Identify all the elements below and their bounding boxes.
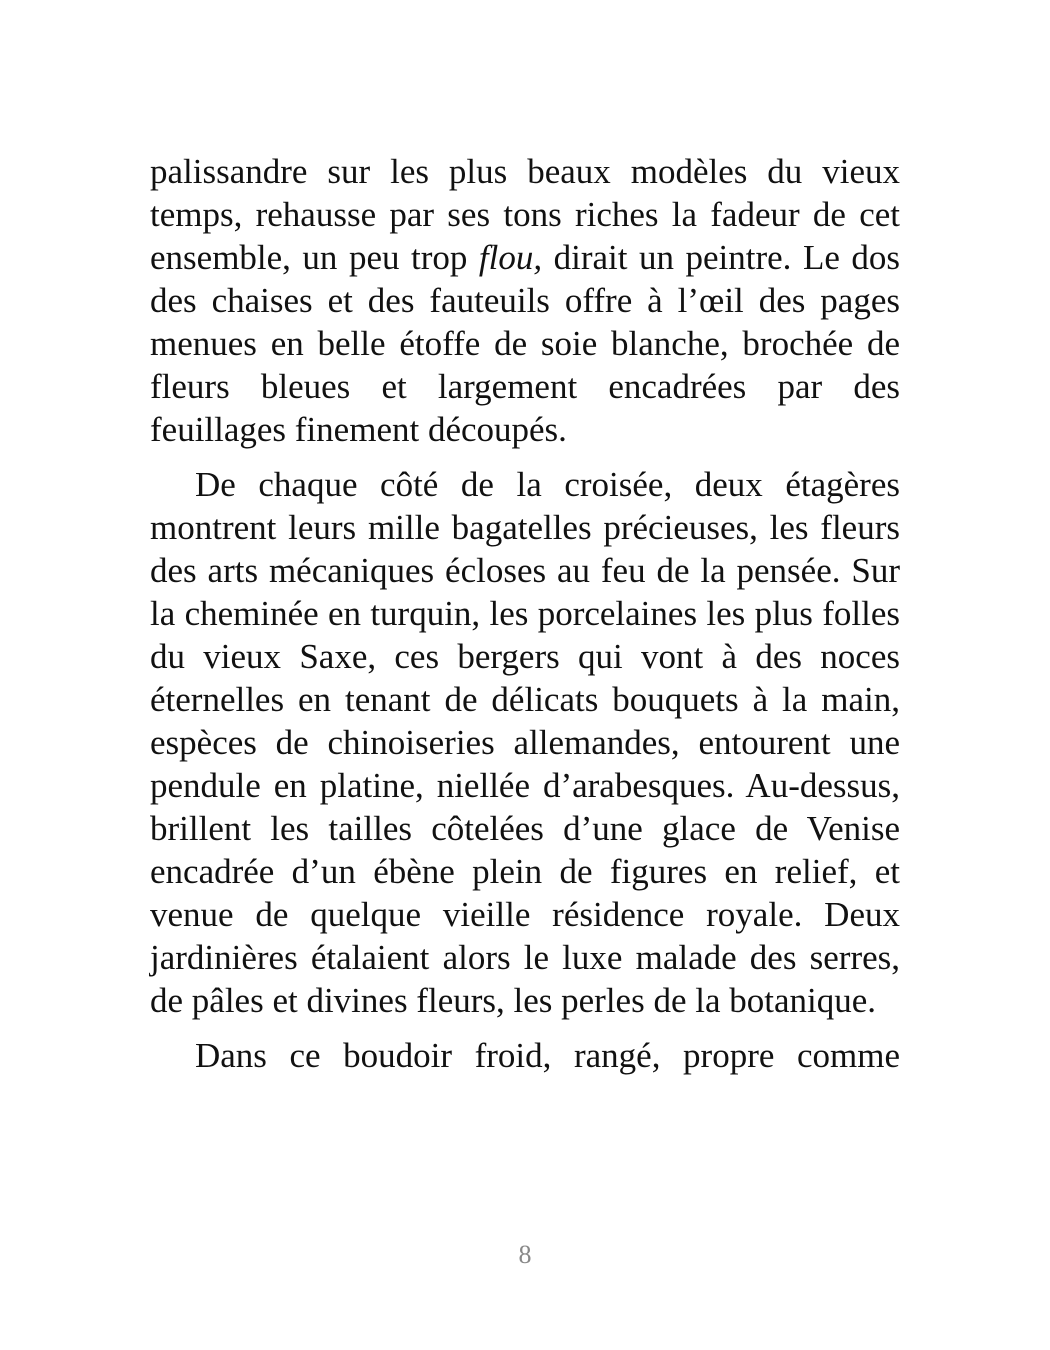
body-text: [150, 150, 900, 1089]
paragraph-1: [150, 150, 900, 451]
paragraph-3: Dans ce boudoir froid, rangé, propre comme: [195, 1036, 900, 1075]
paragraph-2: De chaque côté de la croisée, deux étagères montrent leurs mille bagatelles précieuses, les fleurs des arts mécaniques écloses au feu de la pensée. Sur la cheminée en turquin, les porcelaines les plus folles du vieux Saxe, ces bergers qui vont à des noces éternelles en tenant de délicats bouquets à la main, espèces de chinoiseries allemandes, entourent une pendule en platine, niellée d’arabesques. Au-dessus, brillent les tailles côtelées d’une glace de Venise encadrée d’un ébène plein de figures en relief, et venue de quelque vieille résidence royale. Deux jardinières étalaient alors le luxe malade des serres, de pâles et divines fleurs, les perles de la botanique.: [150, 465, 900, 1020]
italic-word-flou: flou,: [478, 238, 543, 277]
paragraph-1-text-start: palissandre sur les plus beaux modèles du vieux temps, rehausse par ses tons riches la fadeur de cet ensemble, un peu trop: [150, 152, 900, 277]
paragraph-1-text-end: dirait un peintre. Le dos des chaises et des fauteuils offre à l’œil des pages menues en belle étoffe de soie blanche, brochée de fleurs bleues et largement encadrées par des feuillages finement découpés.: [150, 238, 900, 449]
page-number: 8: [518, 1240, 532, 1269]
